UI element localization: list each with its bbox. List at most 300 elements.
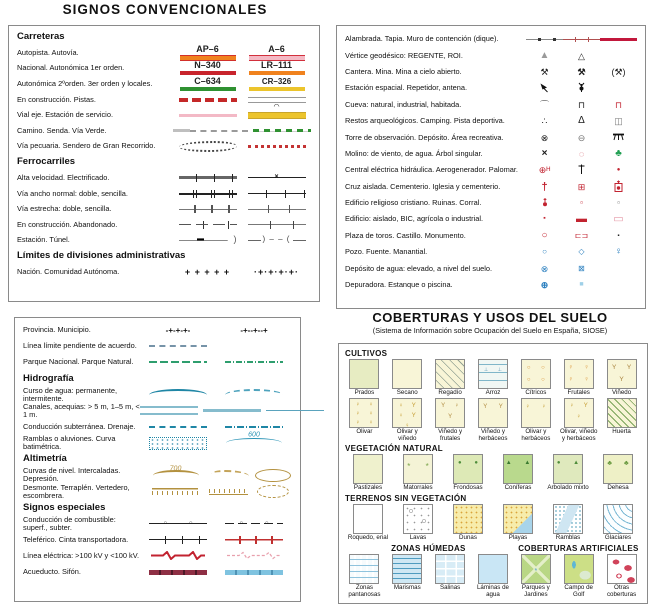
legend-symbol-cell (242, 221, 311, 229)
legend-symbol-cell (563, 67, 600, 77)
well-icon: ○ (542, 247, 547, 257)
tile-swatch-playas (503, 504, 533, 534)
conveyor-belt-line (225, 536, 283, 544)
station-line (179, 236, 237, 244)
legend-symbol-cell (563, 149, 600, 159)
legend-symbols (173, 61, 311, 75)
tile-swatch-secano (392, 359, 422, 389)
landcover-tile (559, 398, 598, 443)
legend-label: Provincia. Municipio. (23, 325, 91, 335)
legend-symbols (173, 45, 311, 61)
landcover-tile (345, 359, 384, 397)
landcover-group (345, 493, 641, 542)
monument-icon: ▪ (617, 232, 620, 239)
legend-symbol-cell (563, 100, 600, 110)
station-line-overlay: ▬ (197, 235, 204, 243)
shield-n340 (180, 61, 236, 75)
landcover-tile (388, 398, 427, 443)
tile-label: Arroz (485, 389, 501, 396)
tile-label: Olivar y viñedo (396, 427, 418, 442)
landcover-pair-headers (345, 543, 641, 554)
wind-generator-icon (577, 164, 586, 177)
legend-label: Estación. Túnel. (17, 235, 70, 245)
legend-symbol-cell (173, 205, 242, 213)
inhabited-cave-icon: ⊓ (614, 99, 623, 110)
legend-symbol-cell (216, 551, 292, 562)
landcover-tile (445, 454, 491, 492)
landcover-tile (545, 504, 591, 542)
open-pit-mine-icon: (⚒) (611, 66, 626, 77)
geodesic-roi-icon: △ (578, 50, 585, 61)
tile-swatch-vinedo (607, 359, 637, 389)
legend-symbols (140, 389, 292, 401)
quarry-icon: ⚒ (540, 66, 549, 77)
legend-label: Línea eléctrica: >100 kV y <100 kV. (23, 551, 140, 561)
tile-label: Secano (396, 389, 418, 396)
legend-label: Camino. Senda. Vía Verde. (17, 125, 107, 135)
legend-row (345, 211, 637, 227)
intermittent-stream-line (225, 389, 283, 401)
pending-boundary-line (149, 345, 207, 347)
landcover-tile (388, 554, 427, 599)
tile-swatch-regadio (435, 359, 465, 389)
legend-row (23, 532, 292, 548)
legend-symbol-cell (173, 114, 242, 117)
tile-label: Frutales (567, 389, 590, 396)
legend-row (345, 129, 637, 145)
underground-conduit-line (149, 426, 207, 428)
legend-symbol-cell (526, 116, 563, 126)
legend-symbol-cell (600, 214, 637, 224)
legend-symbol-cell (600, 149, 637, 159)
legend-row (23, 516, 292, 532)
legend-row (23, 338, 292, 354)
legend-label: Edificio religioso cristiano. Ruinas. Corral. (345, 198, 482, 208)
legend-label: Parque Nacional. Parque Natural. (23, 357, 134, 367)
legend-symbol-cell (242, 97, 311, 103)
cable-car-line (149, 536, 207, 544)
legend-symbol-cell (173, 267, 242, 277)
road-shield-label: A–6 (268, 43, 285, 54)
landcover-tile (474, 554, 513, 599)
legend-symbol-cell (211, 470, 249, 480)
legend-symbols (140, 465, 292, 482)
fuel-pipeline-surface-line-overlay: ○ ○ (163, 520, 193, 527)
legend-label: Cantera. Mina. Mina a cielo abierto. (345, 66, 462, 76)
legend-symbol-cell (563, 182, 600, 192)
contour-line-overlay: 700 (169, 465, 182, 473)
corral-icon: ▫ (617, 198, 620, 208)
landcover-title: COBERTURAS Y USOS DEL SUELO (372, 310, 608, 325)
legend-symbol-cell (173, 129, 190, 132)
landcover-tile (431, 398, 470, 443)
legend-symbol-cell (600, 247, 637, 257)
legend-row (17, 264, 311, 280)
legend-symbol-cell (173, 45, 242, 61)
church-cemetery-icon (614, 180, 623, 194)
legend-symbol-cell (242, 145, 311, 148)
sports-field-icon: ◫ (614, 116, 623, 127)
legend-symbol-cell (242, 205, 311, 213)
tile-label: Playas (508, 534, 528, 542)
tunnel-line (248, 236, 306, 244)
fuel-pipeline-underground-line (225, 520, 283, 528)
legend-row (17, 170, 311, 186)
legend-row (345, 80, 637, 96)
landcover-group-header: VEGETACIÓN NATURAL (345, 444, 443, 454)
tile-swatch-glaciares (603, 504, 633, 534)
symbol-group (190, 129, 311, 133)
legend-row (23, 387, 292, 403)
legend-row (23, 403, 292, 419)
legend-row (23, 354, 292, 370)
service-station-line-overlay: ◠ (273, 103, 280, 111)
landcover-tile (431, 554, 470, 599)
symbols-panel (336, 25, 646, 309)
tile-swatch-arbolado (553, 454, 583, 484)
landcover-tile (595, 504, 641, 542)
aqueduct-line (149, 570, 207, 575)
retaining-wall-line (600, 38, 637, 41)
tile-swatch-otras (607, 554, 637, 584)
legend-row (17, 186, 311, 202)
legend-symbol-cell (242, 77, 311, 91)
landcover-tile (345, 454, 391, 492)
tile-swatch-parques (521, 554, 551, 584)
legend-symbol-cell (216, 326, 292, 335)
road-shield-bar (249, 87, 305, 91)
legend-row (345, 195, 637, 211)
legend-symbols (140, 426, 292, 428)
tank-icon: ⊖ (577, 132, 586, 143)
tile-label: Regadío (438, 389, 462, 396)
camping-icon: Δ (578, 115, 585, 127)
legend-label: Vial eje. Estación de servicio. (17, 110, 113, 120)
tile-label: Huerta (612, 427, 631, 435)
rail-construction-line (179, 221, 237, 229)
landcover-tile (545, 454, 591, 492)
legend-symbol-cell (526, 149, 563, 159)
legend-row (23, 322, 292, 338)
landcover-tile (345, 398, 384, 443)
legend-symbols (173, 190, 311, 198)
legend-symbol-cell (140, 465, 211, 481)
symbol-group (211, 469, 292, 482)
natural-park-line (225, 361, 283, 363)
legend-symbol-cell (526, 37, 563, 42)
shield-lr111 (249, 61, 305, 75)
tile-swatch-laminas (478, 554, 508, 584)
landcover-tile (602, 554, 641, 599)
fence-line (526, 37, 563, 42)
legend-symbol-cell (253, 129, 311, 133)
legend-symbol-cell (190, 130, 248, 132)
legend-symbol-cell (600, 116, 637, 126)
legend-symbol-cell (526, 197, 563, 209)
municipality-boundary-line: -+--+--+ (240, 325, 268, 335)
legend-label: Nacional. Autonómica 1er orden. (17, 63, 125, 73)
treatment-plant-icon: ⊕ (540, 280, 549, 291)
tile-swatch-marismas (392, 554, 422, 584)
tile-swatch-coniferas (503, 454, 533, 484)
tile-label: Ramblas (555, 534, 581, 542)
road-shield-label: CR–326 (261, 76, 292, 86)
legend-label: Vía ancho normal: doble, sencilla. (17, 188, 128, 198)
standard-gauge-single-line (248, 190, 306, 198)
tile-swatch-lavas (403, 504, 433, 534)
legend-symbol-cell (242, 103, 311, 119)
legend-symbols (173, 129, 311, 133)
tunnel-line-overlay: ) – – ( (262, 234, 291, 244)
legend-row (345, 97, 637, 113)
road-shield-label: C–634 (194, 75, 221, 86)
legend-row (17, 233, 311, 249)
canal-wide-line (140, 406, 198, 415)
legend-symbol-cell (216, 389, 292, 401)
legend-row (17, 103, 311, 123)
tile-swatch-oli-herb (521, 398, 551, 428)
legend-symbols (140, 361, 292, 363)
dovecote-icon: ● (616, 167, 621, 174)
legend-row (23, 484, 292, 500)
legend-symbol-cell (563, 82, 600, 95)
space-station-icon (539, 82, 550, 95)
permanent-stream-line (149, 389, 207, 401)
geodesic-regente-icon: ▲ (539, 49, 550, 61)
tile-label: Matorrales (403, 484, 433, 492)
landcover-tile (395, 454, 441, 492)
legend-symbol-cell (563, 164, 600, 177)
legend-row (17, 61, 311, 77)
section-header: Altimetría (23, 453, 67, 465)
tile-label: Pastizales (353, 484, 383, 492)
shield-ap6 (180, 45, 236, 61)
legend-symbols (173, 103, 311, 119)
tile-label: Glaciares (604, 534, 632, 542)
landcover-tile (388, 359, 427, 397)
tile-swatch-prados (349, 359, 379, 389)
spring-icon: ♀ (614, 246, 623, 258)
tile-label: Parques y Jardines (521, 583, 550, 598)
watermill-icon: ◌ (578, 148, 585, 159)
recreation-area-icon (612, 132, 625, 143)
legend-row (345, 47, 637, 63)
intermediate-contour-line (211, 470, 249, 480)
landcover-tile (559, 554, 598, 599)
legend-label: Acueducto. Sifón. (23, 567, 81, 577)
axis-road-line (179, 114, 237, 117)
landcover-group (345, 348, 641, 442)
tile-label: Dunas (459, 534, 477, 542)
tile-swatch-huerta (607, 398, 637, 428)
legend-symbol-cell (209, 488, 248, 495)
legend-row (17, 139, 311, 155)
legend-symbol-cell (526, 165, 563, 175)
canal-medium-line (203, 409, 261, 412)
landcover-tile (602, 398, 641, 443)
tile-label: Otras coberturas (606, 583, 637, 598)
track-line (248, 97, 306, 103)
tile-label: Viñedo (611, 389, 632, 396)
tile-swatch-matorrales (403, 454, 433, 484)
legend-symbol-cell (140, 406, 198, 415)
legend-symbol-cell (173, 221, 242, 229)
tile-label: Olivar, viñedo y herbáceos (559, 427, 598, 442)
contour-line (153, 465, 199, 481)
legend-symbol-cell (173, 61, 242, 75)
tile-label: Olivar y herbáceos (521, 427, 551, 442)
legend-symbol-cell (563, 247, 600, 257)
tile-swatch-pantanosas (349, 554, 379, 584)
legend-symbols (173, 141, 311, 152)
legend-row (23, 467, 292, 483)
power-line-low (227, 551, 281, 562)
tile-swatch-salinas (435, 554, 465, 584)
repeater-antenna-icon (577, 82, 586, 95)
legend-symbol-cell (203, 409, 261, 412)
wadi-symbol (149, 437, 207, 450)
ground-water-tank-icon: ⊠ (578, 263, 585, 273)
legend-row (17, 123, 311, 139)
bullring-icon: ○ (541, 229, 548, 241)
legend-symbols (173, 221, 311, 229)
legend-symbols (140, 570, 292, 575)
tile-swatch-golf (564, 554, 594, 584)
shield-cr326 (249, 77, 305, 91)
legend-symbol-cell (266, 410, 324, 411)
legend-symbol-cell (216, 361, 292, 363)
tile-label: Viñedo y frutales (438, 427, 463, 442)
legend-symbols (140, 536, 292, 544)
legend-symbol-cell (140, 520, 216, 528)
legend-label: Ramblas o aluviones. Curva batimétrica. (23, 434, 116, 452)
legend-label: Curso de agua: permanente, intermitente. (23, 385, 118, 403)
legend-symbol-cell (173, 190, 242, 198)
landcover-group (345, 443, 641, 492)
landcover-group-header: ZONAS HÚMEDAS (391, 543, 466, 553)
legend-row (345, 162, 637, 178)
industrial-cave-icon: ⊓ (577, 99, 586, 110)
legend-label: Depuradora. Estanque o piscina. (345, 280, 453, 290)
landcover-tile (516, 398, 555, 443)
legend-symbols (140, 520, 292, 528)
depression-symbol (255, 469, 291, 482)
landcover-group-header: CULTIVOS (345, 349, 388, 358)
landcover-tile (495, 504, 541, 542)
livestock-route-line (179, 141, 237, 152)
drainage-line (225, 426, 283, 428)
narrow-gauge-single-line (248, 205, 306, 213)
legend-symbols (173, 174, 311, 182)
landcover-tile (345, 554, 384, 599)
legend-row (345, 146, 637, 162)
landcover-tile (474, 398, 513, 443)
bathymetric-curve-line (226, 431, 282, 448)
tile-swatch-olivar (349, 398, 379, 428)
tile-swatch-ramblas (553, 504, 583, 534)
section-header: Hidrografía (23, 372, 74, 384)
legend-symbol-cell (242, 267, 311, 277)
shield-c634 (180, 77, 236, 91)
tile-label: Salinas (439, 583, 461, 591)
landfill-symbol (257, 485, 289, 498)
electrified-rail-line (248, 174, 306, 182)
legend-label: Vía pecuaria. Sendero de Gran Recorrido. (17, 141, 156, 151)
legend-symbols (173, 97, 311, 103)
region-boundary-line: ·+·+·+·+· (253, 266, 299, 277)
legend-symbols (173, 205, 311, 213)
legend-row (345, 64, 637, 80)
legend-row (345, 277, 637, 293)
legend-label: Cueva: natural, industrial, habitada. (345, 99, 462, 109)
legend-symbol-cell (173, 236, 242, 244)
landcover-tile (516, 554, 555, 599)
legend-label: Desmonte. Terraplén. Vertedero, escombrera. (23, 482, 130, 500)
tile-grid (345, 554, 641, 599)
legend-row (17, 217, 311, 233)
fountain-icon: ◇ (578, 247, 585, 257)
legend-label: Central eléctrica hidráulica. Aerogenerador. Palomar. (345, 165, 518, 175)
legend-symbol-cell (563, 264, 600, 274)
legend-row (23, 419, 292, 435)
legend-symbol-cell (140, 437, 216, 450)
landcover-tile (516, 359, 555, 397)
legend-row (17, 76, 311, 92)
tile-swatch-vin-herb (478, 398, 508, 428)
legend-label: Torre de observación. Depósito. Área recreativa. (345, 132, 504, 142)
road-construction-line (179, 98, 237, 102)
legend-label: Teleférico. Cinta transportadora. (23, 534, 129, 544)
landcover-tile (602, 359, 641, 397)
legend-symbol-cell (216, 570, 292, 575)
christian-building-icon (541, 197, 549, 209)
legend-symbols (173, 77, 311, 91)
tile-swatch-dehesa (603, 454, 633, 484)
tile-label: Marismas (393, 583, 421, 591)
legend-label: Pozo. Fuente. Manantial. (345, 247, 428, 257)
road-shield-bar (249, 71, 305, 75)
path-line (173, 129, 190, 132)
legend-symbol-cell (216, 431, 292, 448)
ruins-icon: ▫ (580, 198, 583, 208)
legend-label: Canales, acequias: > 5 m, 1–5 m, < 1 m. (23, 401, 140, 419)
mine-icon: ⚒ (577, 66, 586, 77)
road-shield-label: N–340 (194, 60, 221, 71)
landcover-tile (495, 454, 541, 492)
singular-tree-icon: ♣ (615, 147, 622, 159)
legend-symbols (140, 431, 292, 450)
legend-symbol-cell (216, 426, 292, 428)
legend-label: Depósito de agua: elevado, a nivel del suelo. (345, 263, 493, 273)
legend-symbol-cell (563, 51, 600, 61)
tile-grid (345, 359, 641, 442)
tile-label: Viñedo y herbáceos (478, 427, 508, 442)
tile-label: Prados (354, 389, 375, 396)
cutting-symbol (152, 488, 198, 495)
landcover-tile (345, 504, 391, 542)
legend-symbol-cell (526, 182, 563, 192)
hydrography-panel (14, 317, 301, 602)
legend-label: En construcción. Pistas. (17, 94, 96, 104)
legend-row (17, 201, 311, 217)
legend-symbol-cell (253, 485, 292, 498)
tile-swatch-olivar2 (392, 398, 422, 428)
tile-label: Dehesa (607, 484, 629, 492)
tile-grid (345, 454, 641, 492)
landcover-group (345, 543, 641, 599)
agricultural-building-icon: ▭ (613, 213, 624, 226)
road-shield-label: LR–111 (260, 60, 293, 71)
